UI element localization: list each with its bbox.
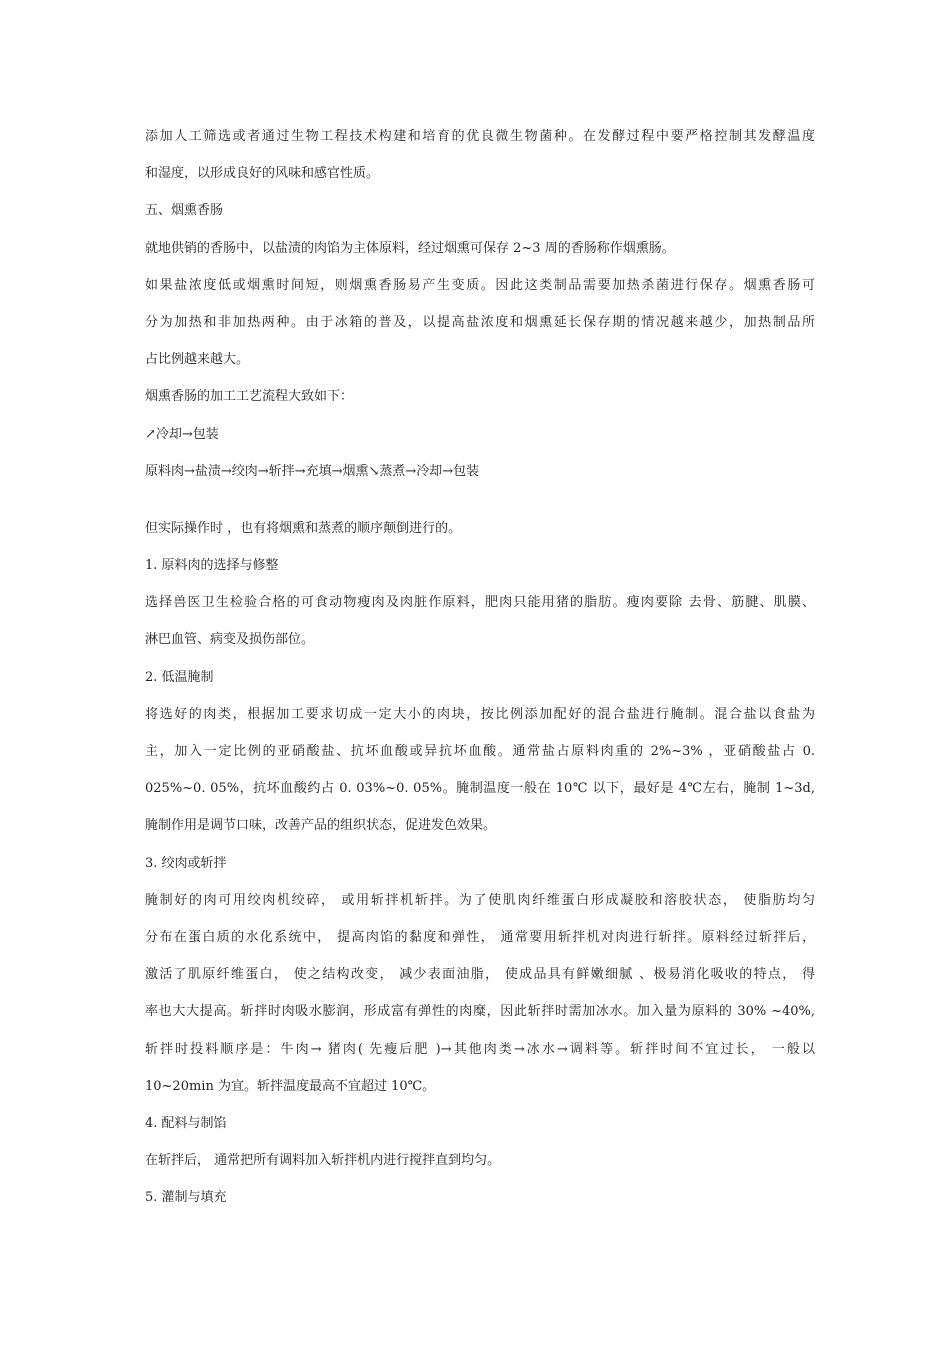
paragraph-line: 选择兽医卫生检验合格的可食动物瘦肉及肉脏作原料，肥肉只能用猪的脂肪。瘦肉要除 去骨、筋腱、肌膜、	[145, 595, 815, 611]
paragraph-line: 在斩拌后， 通常把所有调料加入斩拌机内进行搅拌直到均匀。	[145, 1153, 501, 1169]
subsection-heading: 5. 灌制与填充	[145, 1190, 227, 1206]
paragraph-line: 主，加入一定比例的亚硝酸盐、抗坏血酸或异抗坏血酸。通常盐占原料肉重的 2%~3% ，亚硝酸盐占 0.	[145, 744, 815, 759]
blank-gap	[145, 490, 815, 510]
paragraph-line: 就地供销的香肠中，以盐渍的肉馅为主体原料，经过烟熏可保存 2~3 周的香肠称作烟熏肠。	[145, 240, 675, 256]
subsection-heading: 4. 配料与制馅	[145, 1115, 227, 1131]
paragraph-line: 腌制好的肉可用绞肉机绞碎， 或用斩拌机斩拌。为了使肌肉纤维蛋白形成凝胶和溶胶状态， 使脂肪均匀	[145, 892, 815, 908]
subsection-heading: 3. 绞肉或斩拌	[145, 855, 227, 871]
paragraph-line: 和湿度，以形成良好的风味和感官性质。	[145, 166, 380, 182]
paragraph-line: 10~20min 为宜。斩拌温度最高不宜超过 10℃。	[145, 1078, 436, 1094]
paragraph-line: 025%~0. 05%，抗坏血酸约占 0. 03%~0. 05%。腌制温度一般在 10℃ 以下，最好是 4℃左右，腌制 1~3d,	[145, 781, 815, 797]
paragraph-line: 烟熏香肠的加工工艺流程大致如下：	[145, 389, 354, 405]
paragraph-line: 腌制作用是调节口味，改善产品的组织状态，促进发色效果。	[145, 818, 497, 834]
paragraph-line: 将选好的肉类，根据加工要求切成一定大小的肉块，按比例添加配好的混合盐进行腌制。混合盐以食盐为	[145, 706, 815, 722]
paragraph-line: 率也大大提高。斩拌时肉吸水膨润，形成富有弹性的肉糜，因此斩拌时需加冰水。加入量为原料的 30% ~40%,	[145, 1004, 815, 1020]
paragraph-line: 分布在蛋白质的水化系统中， 提高肉馅的黏度和弹性， 通常要用斩拌机对肉进行斩拌。原料经过斩拌后，	[145, 929, 815, 945]
paragraph-line: 添加人工筛选或者通过生物工程技术构建和培育的优良微生物菌种。在发酵过程中要严格控制其发酵温度	[145, 129, 815, 144]
section-heading: 五、烟熏香肠	[145, 203, 224, 219]
document-body	[145, 118, 815, 1216]
paragraph-line: 但实际操作时 ，也有将烟熏和蒸煮的顺序颠倒进行的。	[145, 520, 462, 536]
paragraph-line: 淋巴血管、病变及损伤部位。	[145, 632, 315, 648]
process-flow-branch: ↗冷却→包装	[145, 426, 219, 442]
paragraph-line: 占比例越来越大。	[145, 352, 250, 368]
subsection-heading: 1. 原料肉的选择与修整	[145, 558, 279, 574]
paragraph-line: 分为加热和非加热两种。由于冰箱的普及，以提高盐浓度和烟熏延长保存期的情况越来越少，加热制品所	[145, 314, 815, 330]
paragraph-line: 如果盐浓度低或烟熏时间短，则烟熏香肠易产生变质。因此这类制品需要加热杀菌进行保存。烟熏香肠可	[145, 277, 815, 293]
paragraph-line: 激活了肌原纤维蛋白， 使之结构改变， 减少表面油脂， 使成品具有鲜嫩细腻 、极易消化吸收的特点， 得	[145, 967, 815, 983]
paragraph-line: 斩拌时投料顺序是：牛肉→ 猪肉( 先瘦后肥 )→其他肉类→冰水→调料等。斩拌时间不宜过长， 一般以	[145, 1041, 815, 1057]
subsection-heading: 2. 低温腌制	[145, 669, 214, 685]
process-flow-main: 原料肉→盐渍→绞肉→斩拌→充填→烟熏↘蒸煮→冷却→包装	[145, 463, 480, 479]
